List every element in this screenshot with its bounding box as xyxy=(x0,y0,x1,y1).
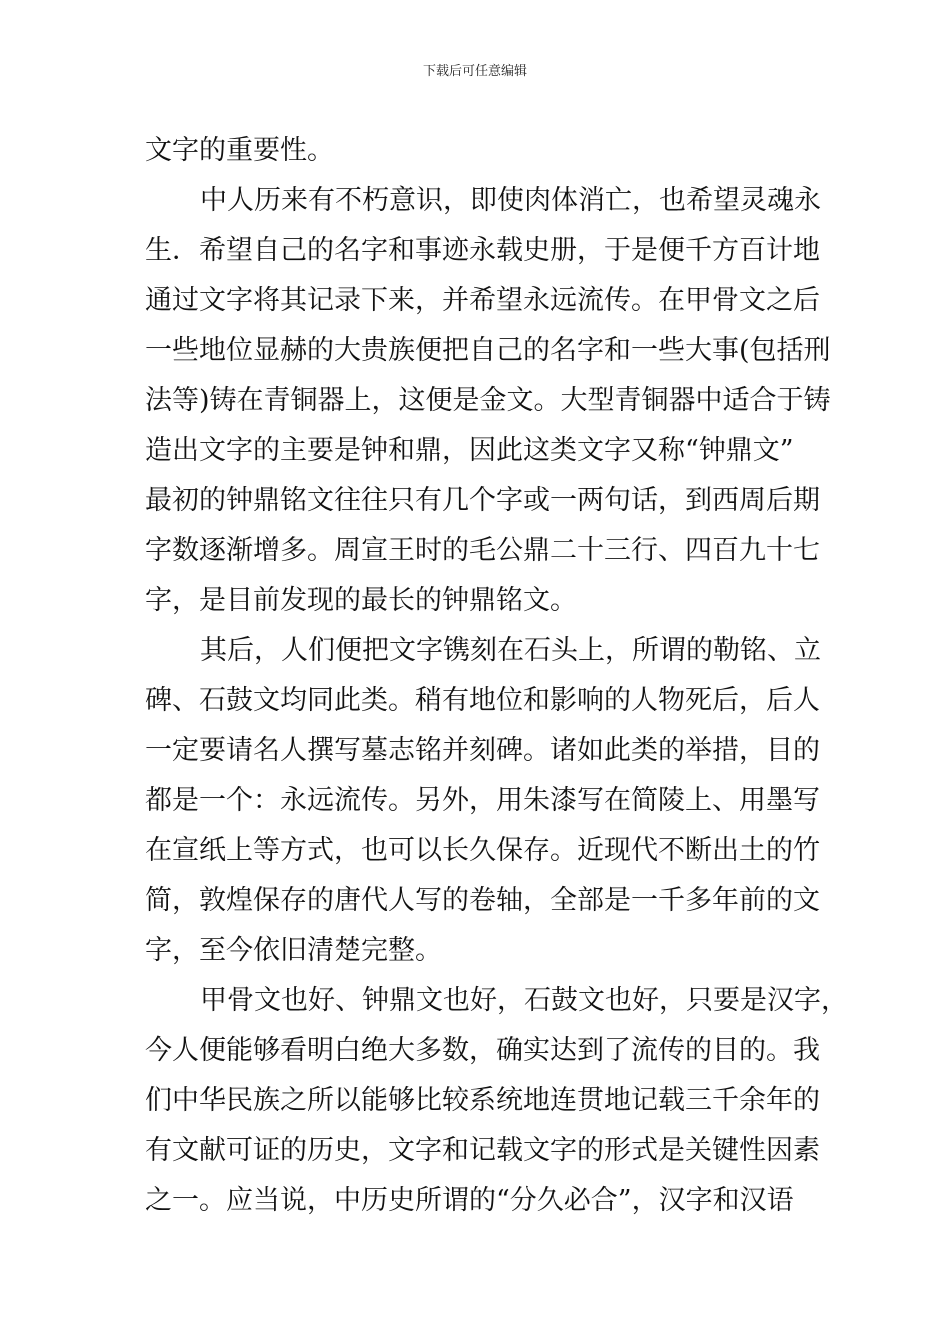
text-line: 都是一个：永远流传。另外，用朱漆写在简陵上、用墨写 xyxy=(145,785,820,816)
text-line: 有文献可证的历史，文字和记载文字的形式是关键性因素 xyxy=(145,1135,820,1166)
text-line: 字，至今依旧清楚完整。 xyxy=(145,935,442,966)
text-line: 法等)铸在青铜器上，这便是金文。大型青铜器中适合于铸 xyxy=(145,385,831,416)
document-body xyxy=(145,126,848,1226)
text-line: 通过文字将其记录下来，并希望永远流传。在甲骨文之后 xyxy=(145,285,820,316)
text-line: 今人便能够看明白绝大多数，确实达到了流传的目的。我 xyxy=(145,1035,820,1066)
page-header: 下载后可任意编辑 xyxy=(422,64,527,79)
text-line: 造出文字的主要是钟和鼎，因此这类文字又称“钟鼎文” xyxy=(145,435,794,466)
text-line: 文字的重要性。 xyxy=(145,135,334,166)
paragraph-first-line: 中人历来有不朽意识，即使肉体消亡，也希望灵魂永 xyxy=(200,185,821,216)
paragraph-first-line: 其后，人们便把文字镌刻在石头上，所谓的勒铭、立 xyxy=(200,635,821,666)
text-line: 一些地位显赫的大贵族便把自己的名字和一些大事(包括刑 xyxy=(145,335,831,366)
text-line: 之一。应当说，中历史所谓的“分久必合”，汉字和汉语 xyxy=(145,1185,794,1216)
text-line: 最初的钟鼎铭文往往只有几个字或一两句话，到西周后期 xyxy=(145,485,820,516)
text-line: 简，敦煌保存的唐代人写的卷轴，全部是一千多年前的文 xyxy=(145,885,820,916)
text-line: 字，是目前发现的最长的钟鼎铭文。 xyxy=(145,585,577,616)
text-line: 一定要请名人撰写墓志铭并刻碑。诸如此类的举措，目的 xyxy=(145,735,820,766)
text-line: 们中华民族之所以能够比较系统地连贯地记载三千余年的 xyxy=(145,1085,820,1116)
text-line: 在宣纸上等方式，也可以长久保存。近现代不断出土的竹 xyxy=(145,835,820,866)
text-line: 碑、石鼓文均同此类。稍有地位和影响的人物死后，后人 xyxy=(145,685,820,716)
paragraph-first-line: 甲骨文也好、钟鼎文也好，石鼓文也好，只要是汉字， xyxy=(200,985,848,1016)
text-line: 字数逐渐增多。周宣王时的毛公鼎二十三行、四百九十七 xyxy=(145,535,820,566)
text-line: 生．希望自己的名字和事迹永载史册，于是便千方百计地 xyxy=(145,235,820,266)
